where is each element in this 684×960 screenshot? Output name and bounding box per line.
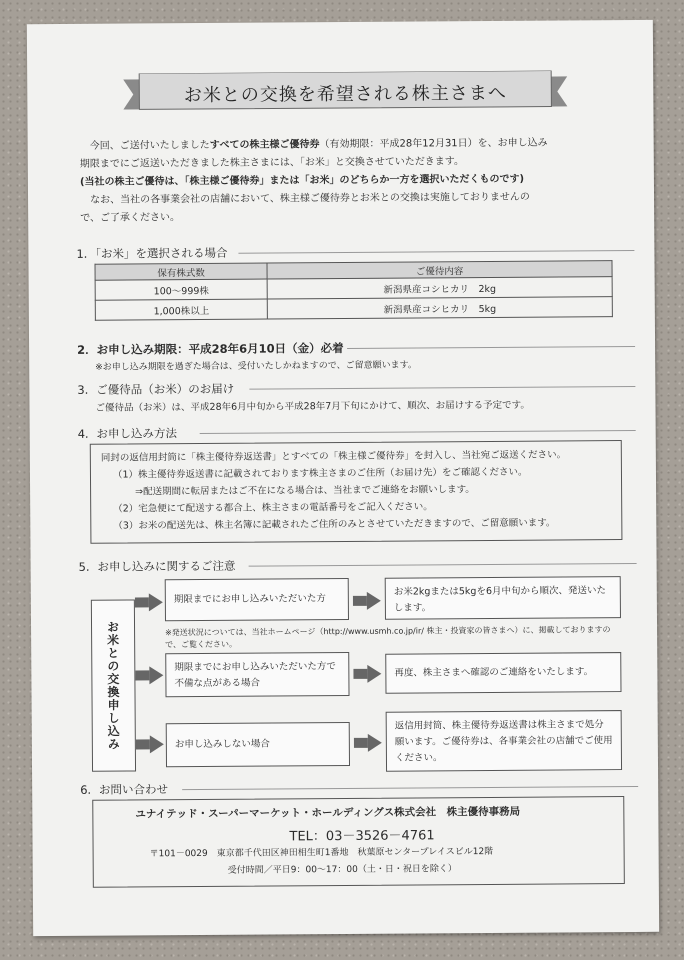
section-3-heading: 3．ご優待品（お米）のお届け	[77, 381, 235, 397]
section-6-heading: 6．お問い合わせ	[80, 782, 169, 797]
arrow-icon	[353, 592, 383, 610]
method-line: （1）株主優待券返送書に記載されております株主さまのご住所（お届け先）をご確認ください。	[112, 466, 528, 481]
section-5-heading: 5．お申し込みに関するご注意	[78, 558, 236, 574]
contact-company: ユナイテッド・スーパーマーケット・ホールディングス株式会社 株主優待事務局	[135, 805, 521, 821]
condition-text: お申し込みしない場合	[174, 738, 270, 751]
result-text: 再度、株主さまへ確認のご連絡をいたします。	[394, 666, 594, 679]
method-line: （3）お米の配送先は、株主名簿に記載されたご住所のみとさせていただきますので、ご留意願います。	[113, 517, 556, 532]
arrow-icon	[353, 665, 383, 683]
table-cell: 新潟県産コシヒカリ 2kg	[267, 277, 612, 299]
contact-tel: TEL：03－3526－4761	[289, 828, 435, 845]
deadline-note: ※お申し込み期限を過ぎた場合は、受付いたしかねますので、ご留意願います。	[95, 360, 417, 373]
intro-p1c: （有効期限：平成28年12月31日）を、お申し込み	[319, 137, 548, 151]
table-cell: 新潟県産コシヒカリ 5kg	[267, 297, 612, 319]
shipping-note: ※発送状況については、当社ホームページ（http://www.usmh.co.jp/ir/ 株主・投資家の皆さまへ）に、掲載しておりますので、ご覧ください。	[165, 625, 611, 650]
section-2-heading: 2．お申し込み期限：平成28年6月10日（金）必着	[77, 340, 344, 357]
intro-p3: なお、当社の各事業会社の店舗において、株主様ご優待券とお米との交換は実施しておりませんの	[90, 191, 530, 206]
intro-p1b: すべての株主様ご優待券	[209, 139, 320, 151]
page-title: お米との交換を希望される株主さまへ	[183, 82, 507, 107]
intro-p2: (当社の株主ご優待は、「株主様ご優待券」または「お米」のどちらか一方を選択いただくものです)	[79, 173, 525, 188]
result-text: お米2kgまたは5kgを6月中旬から順次、発送いたします。	[393, 585, 607, 614]
method-line: ⇒配送期間に転居またはご不在になる場合は、当社までご連絡をお願いします。	[135, 484, 475, 498]
condition-box	[166, 722, 350, 767]
method-line: 同封の返信用封筒に「株主優待券返送書」とすべての「株主様ご優待券」を封入し、当社宛ご返送ください。	[100, 449, 567, 464]
contact-address: 〒101－0029 東京都千代田区神田相生町1番地 秋葉原センタープレイスビル12階	[149, 846, 494, 860]
delivery-text: ご優待品（お米）は、平成28年6月中旬から平成28年7月下旬にかけて、順次、お届けする予定です。	[95, 399, 530, 414]
document-sheet	[27, 20, 659, 936]
condition-box	[165, 652, 349, 697]
rice-exchange-label	[91, 599, 136, 771]
arrow-icon	[354, 734, 384, 752]
section-4-heading: 4．お申し込み方法	[77, 426, 178, 441]
arrow-icon	[135, 666, 165, 684]
arrow-icon	[136, 735, 166, 753]
benefit-table	[94, 260, 612, 321]
intro-p1d: 期限までにご返送いただきました株主さまには、「お米」と交換させていただきます。	[79, 156, 465, 170]
contact-box	[92, 796, 625, 888]
condition-text: 期限までにお申し込みいただいた方で不備な点がある場合	[174, 661, 336, 690]
result-box	[385, 652, 621, 694]
result-text: 返信用封筒、株主優待券返送書は株主さまで処分願います。ご優待券は、各事業会社の店舗でご使用ください。	[394, 719, 613, 764]
result-box	[385, 576, 621, 620]
intro-text	[80, 134, 629, 228]
contact-hours: 受付時間／平日9：00～17：00（土・日・祝日を除く）	[227, 864, 457, 876]
condition-box	[165, 578, 349, 621]
table-header-benefit: ご優待内容	[267, 261, 612, 279]
rice-exchange-label-text: お米との交換申し込み	[105, 620, 121, 751]
table-cell: 100～999株	[95, 279, 267, 300]
method-line: （2）宅急便にて配送する都合上、株主さまの電話番号をご記入ください。	[113, 501, 433, 515]
intro-p1a: 今回、ご送付いたしました	[89, 139, 210, 152]
table-row	[95, 297, 612, 321]
title-wrap	[123, 70, 567, 115]
section-1-heading: 1．「お米」を選択される場合	[76, 245, 228, 261]
result-box	[386, 710, 622, 772]
condition-text: 期限までにお申し込みいただいた方	[173, 593, 326, 606]
table-cell: 1,000株以上	[95, 299, 267, 320]
arrow-icon	[135, 593, 165, 611]
table-header-shares: 保有株式数	[95, 263, 267, 280]
method-box	[90, 440, 623, 544]
intro-p4: で、ご了承ください。	[80, 212, 181, 224]
